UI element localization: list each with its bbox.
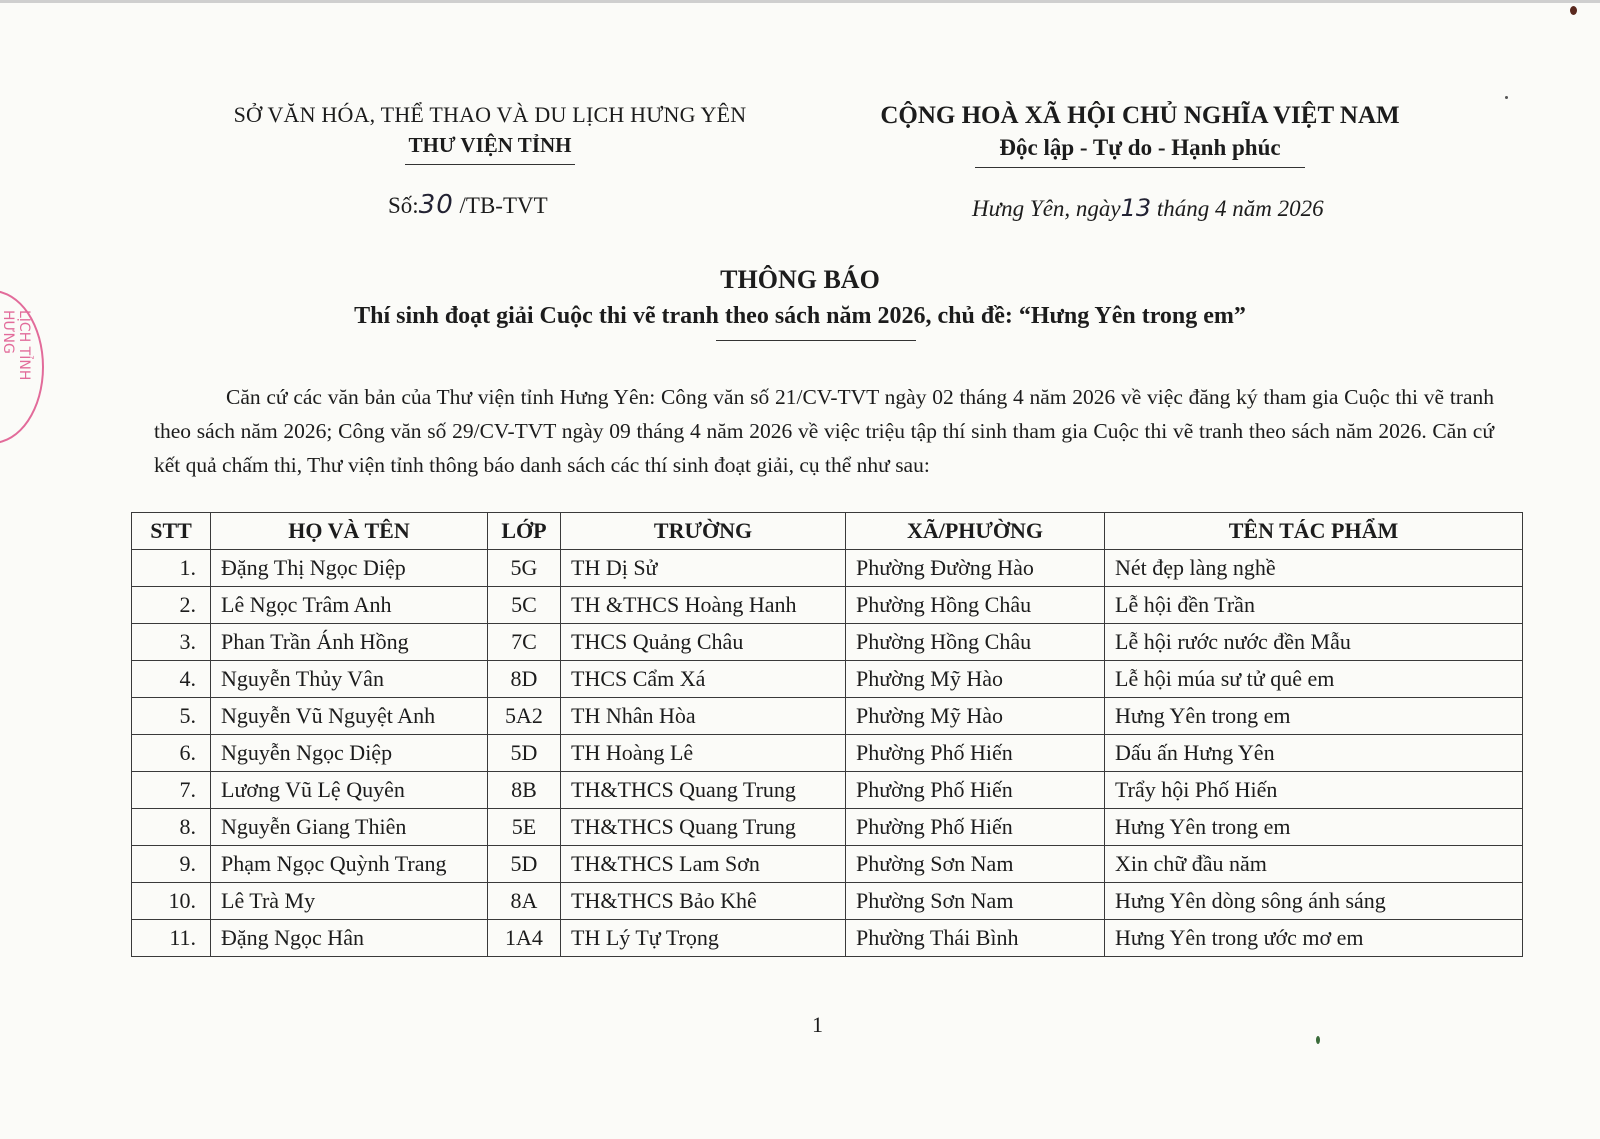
- cell-stt: 3.: [132, 624, 211, 661]
- table-header-row: [132, 513, 1523, 550]
- cell-name: Nguyễn Giang Thiên: [211, 809, 488, 846]
- cell-artwork: Hưng Yên dòng sông ánh sáng: [1105, 883, 1523, 920]
- cell-stt: 1.: [132, 550, 211, 587]
- cell-artwork: Hưng Yên trong em: [1105, 698, 1523, 735]
- cell-ward: Phường Hồng Châu: [846, 624, 1105, 661]
- cell-class: 5A2: [488, 698, 561, 735]
- cell-name: Đặng Ngọc Hân: [211, 920, 488, 957]
- cell-class: 5C: [488, 587, 561, 624]
- cell-artwork: Lễ hội đền Trần: [1105, 587, 1523, 624]
- cell-ward: Phường Phố Hiến: [846, 809, 1105, 846]
- nation-name: CỘNG HOÀ XÃ HỘI CHỦ NGHĨA VIỆT NAM: [880, 102, 1400, 129]
- motto-underline: [975, 167, 1305, 168]
- cell-school: TH&THCS Quang Trung: [561, 809, 846, 846]
- cell-stt: 7.: [132, 772, 211, 809]
- page-top-edge: [0, 0, 1600, 3]
- cell-artwork: Lễ hội múa sư tử quê em: [1105, 661, 1523, 698]
- cell-name: Lê Ngọc Trâm Anh: [211, 587, 488, 624]
- scan-speck: [1570, 6, 1577, 15]
- cell-class: 8B: [488, 772, 561, 809]
- column-header-school: TRƯỜNG: [561, 513, 846, 550]
- cell-stt: 2.: [132, 587, 211, 624]
- cell-name: Phạm Ngọc Quỳnh Trang: [211, 846, 488, 883]
- seal-text: LỊCH TỈNH HƯNG: [0, 310, 32, 381]
- cell-name: Lê Trà My: [211, 883, 488, 920]
- cell-class: 8A: [488, 883, 561, 920]
- doc-number-handwritten: 30: [418, 190, 454, 220]
- cell-artwork: Nét đẹp làng nghề: [1105, 550, 1523, 587]
- cell-artwork: Hưng Yên trong ước mơ em: [1105, 920, 1523, 957]
- cell-artwork: Dấu ấn Hưng Yên: [1105, 735, 1523, 772]
- cell-class: 5E: [488, 809, 561, 846]
- cell-stt: 4.: [132, 661, 211, 698]
- table-row: [132, 698, 1523, 735]
- doc-number-prefix: Số:: [388, 193, 419, 218]
- cell-name: Lương Vũ Lệ Quyên: [211, 772, 488, 809]
- cell-artwork: Hưng Yên trong em: [1105, 809, 1523, 846]
- cell-ward: Phường Mỹ Hào: [846, 661, 1105, 698]
- cell-school: TH&THCS Quang Trung: [561, 772, 846, 809]
- table-row: [132, 624, 1523, 661]
- column-header-name: HỌ VÀ TÊN: [211, 513, 488, 550]
- cell-stt: 8.: [132, 809, 211, 846]
- cell-school: TH Lý Tự Trọng: [561, 920, 846, 957]
- winners-table: [131, 512, 1523, 957]
- cell-class: 5G: [488, 550, 561, 587]
- scan-speck: [1505, 96, 1508, 99]
- cell-stt: 11.: [132, 920, 211, 957]
- date-day-handwritten: 13: [1120, 194, 1152, 222]
- organization-underline: [405, 164, 575, 165]
- cell-name: Nguyễn Vũ Nguyệt Anh: [211, 698, 488, 735]
- cell-ward: Phường Sơn Nam: [846, 846, 1105, 883]
- national-motto: Độc lập - Tự do - Hạnh phúc: [999, 135, 1281, 160]
- cell-school: THCS Cẩm Xá: [561, 661, 846, 698]
- intro-paragraph: Căn cứ các văn bản của Thư viện tỉnh Hưng Yên: Công văn số 21/CV-TVT ngày 02 tháng 4 năm 2026 về việc đăng ký tham gia Cuộc thi vẽ tranh theo sách năm 2026; Công văn số 29/CV-TVT ngày 09 tháng 4 năm 2026 về việc triệu tập thí sinh tham gia Cuộc thi vẽ tranh theo sách năm 2026. Căn cứ kết quả chấm thi, Thư viện tỉnh thông báo danh sách các thí sinh đoạt giải, cụ thể như sau:: [154, 385, 1494, 477]
- cell-school: THCS Quảng Châu: [561, 624, 846, 661]
- cell-artwork: Lễ hội rước nước đền Mẫu: [1105, 624, 1523, 661]
- column-header-artwork: TÊN TÁC PHẨM: [1105, 513, 1523, 550]
- notice-title: THÔNG BÁO: [720, 265, 880, 294]
- cell-artwork: Xin chữ đầu năm: [1105, 846, 1523, 883]
- table-row: [132, 920, 1523, 957]
- table-row: [132, 661, 1523, 698]
- cell-artwork: Trẩy hội Phố Hiến: [1105, 772, 1523, 809]
- doc-number-suffix: /TB-TVT: [459, 193, 548, 218]
- table-row: [132, 587, 1523, 624]
- document-number: [388, 190, 548, 220]
- date-suffix: tháng 4 năm 2026: [1156, 196, 1324, 221]
- column-header-class: LỚP: [488, 513, 561, 550]
- notice-heading: [0, 262, 1600, 341]
- page-number: 1: [812, 1012, 823, 1037]
- scan-speck: [1316, 1036, 1320, 1044]
- cell-ward: Phường Thái Bình: [846, 920, 1105, 957]
- issue-date: [972, 194, 1324, 222]
- cell-class: 5D: [488, 846, 561, 883]
- cell-ward: Phường Sơn Nam: [846, 883, 1105, 920]
- cell-school: TH&THCS Bảo Khê: [561, 883, 846, 920]
- cell-class: 8D: [488, 661, 561, 698]
- subtitle-underline: [716, 340, 916, 341]
- cell-stt: 5.: [132, 698, 211, 735]
- national-header-block: [860, 100, 1420, 168]
- cell-class: 5D: [488, 735, 561, 772]
- cell-school: TH &THCS Hoàng Hanh: [561, 587, 846, 624]
- cell-ward: Phường Hồng Châu: [846, 587, 1105, 624]
- table-row: [132, 883, 1523, 920]
- table-row: [132, 735, 1523, 772]
- column-header-ward: XÃ/PHƯỜNG: [846, 513, 1105, 550]
- cell-ward: Phường Mỹ Hào: [846, 698, 1105, 735]
- cell-school: TH Nhân Hòa: [561, 698, 846, 735]
- cell-name: Nguyễn Ngọc Diệp: [211, 735, 488, 772]
- cell-school: TH&THCS Lam Sơn: [561, 846, 846, 883]
- cell-ward: Phường Đường Hào: [846, 550, 1105, 587]
- cell-stt: 9.: [132, 846, 211, 883]
- cell-stt: 6.: [132, 735, 211, 772]
- column-header-stt: STT: [132, 513, 211, 550]
- cell-stt: 10.: [132, 883, 211, 920]
- notice-subtitle: Thí sinh đoạt giải Cuộc thi vẽ tranh theo sách năm 2026, chủ đề: “Hưng Yên trong em”: [354, 303, 1246, 329]
- table-row: [132, 846, 1523, 883]
- cell-school: TH Dị Sử: [561, 550, 846, 587]
- cell-ward: Phường Phố Hiến: [846, 735, 1105, 772]
- department-name: SỞ VĂN HÓA, THỂ THAO VÀ DU LỊCH HƯNG YÊN: [233, 102, 747, 127]
- cell-name: Phan Trần Ánh Hồng: [211, 624, 488, 661]
- cell-ward: Phường Phố Hiến: [846, 772, 1105, 809]
- cell-name: Đặng Thị Ngọc Diệp: [211, 550, 488, 587]
- table-row: [132, 772, 1523, 809]
- table-row: [132, 809, 1523, 846]
- library-name: THƯ VIỆN TỈNH: [408, 133, 572, 157]
- issuing-organization-block: [170, 100, 810, 165]
- cell-class: 1A4: [488, 920, 561, 957]
- cell-name: Nguyễn Thủy Vân: [211, 661, 488, 698]
- cell-class: 7C: [488, 624, 561, 661]
- cell-school: TH Hoàng Lê: [561, 735, 846, 772]
- date-prefix: Hưng Yên, ngày: [972, 196, 1121, 221]
- table-row: [132, 550, 1523, 587]
